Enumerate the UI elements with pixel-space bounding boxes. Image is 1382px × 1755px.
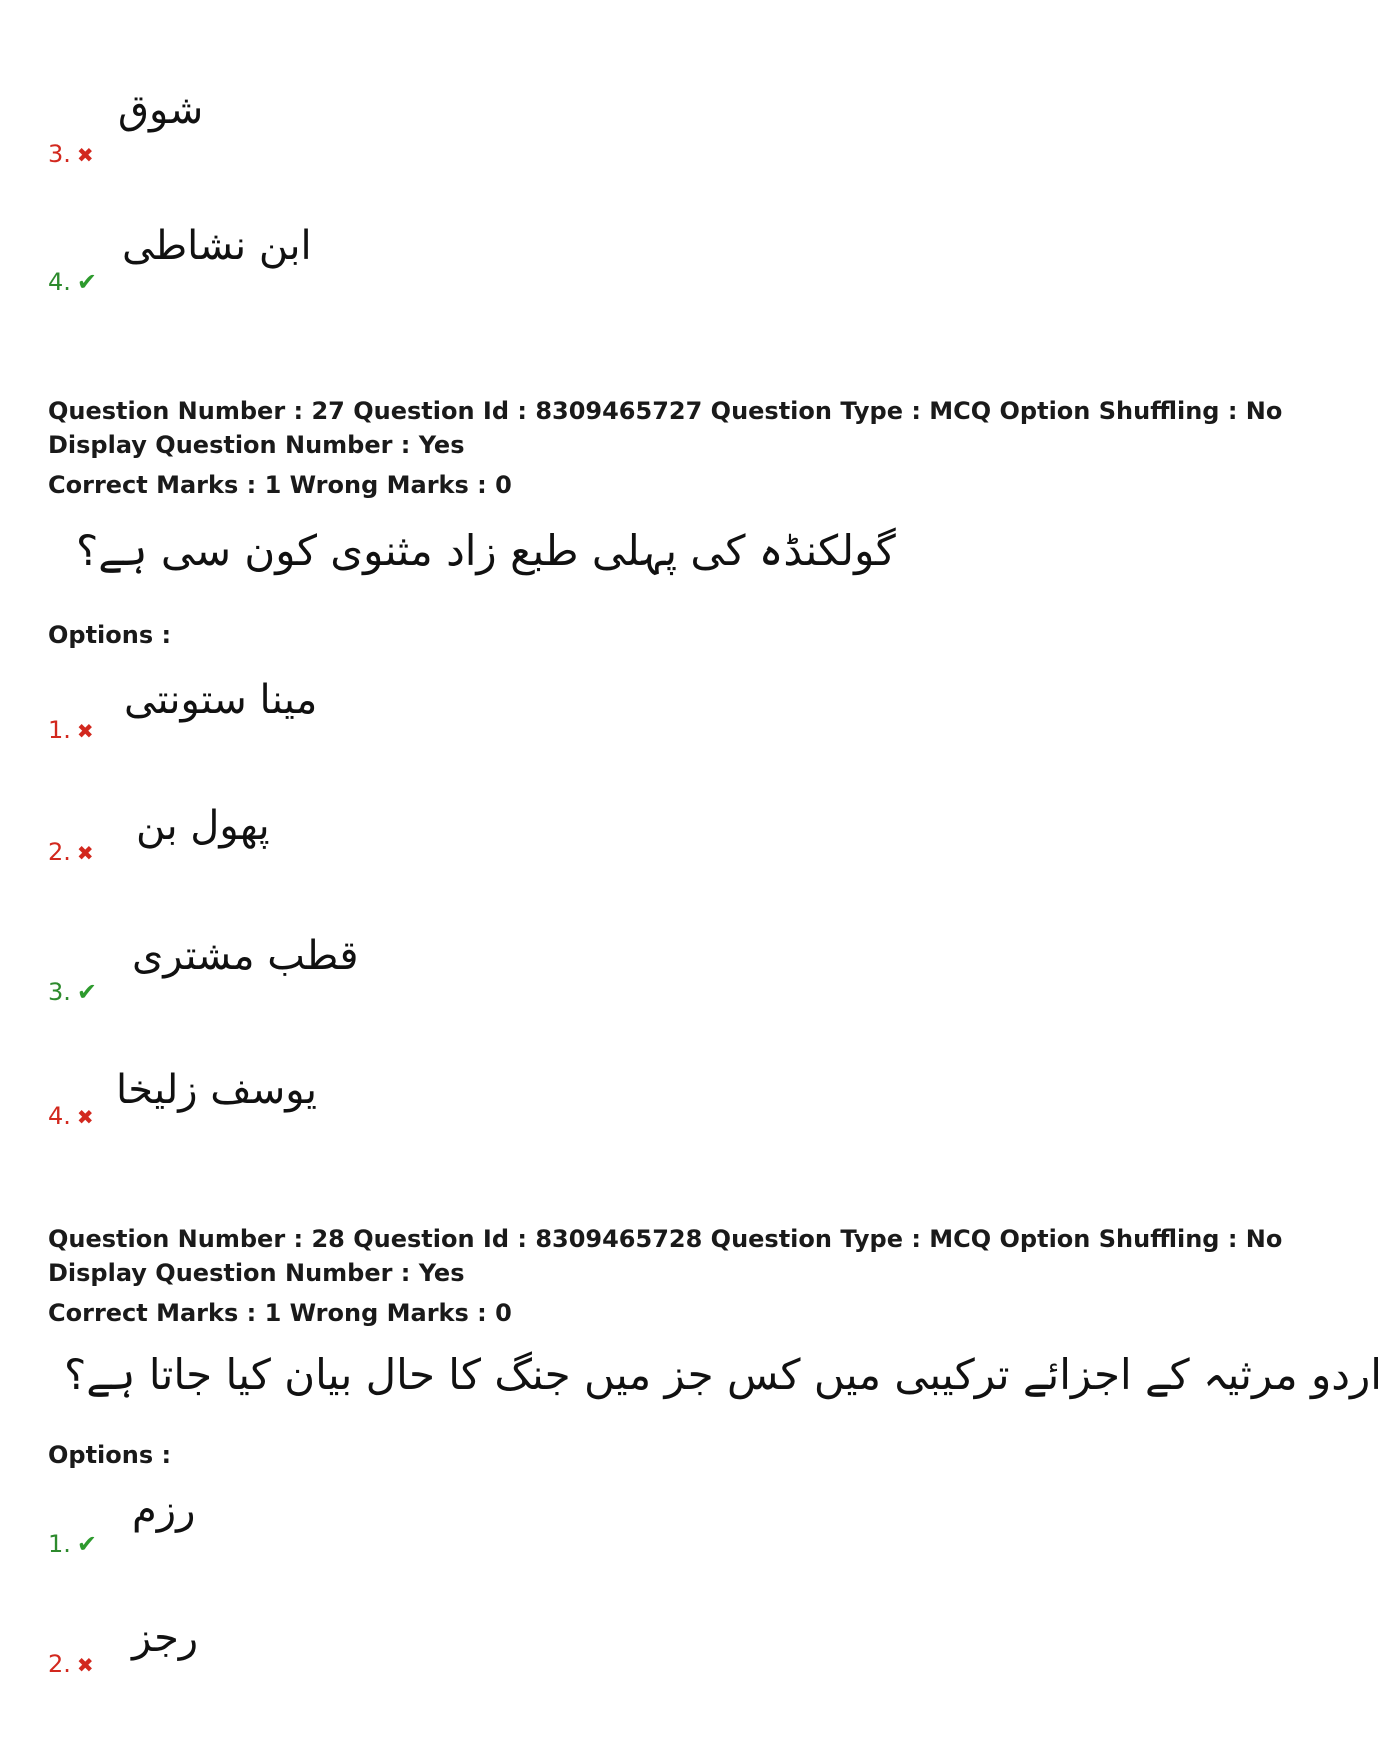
option-text: یوسف زلیخا bbox=[116, 1067, 318, 1113]
display-question-number: Display Question Number : Yes bbox=[48, 431, 465, 459]
option-number bbox=[48, 268, 97, 296]
option-number bbox=[48, 1530, 97, 1558]
option-number-label: 1. bbox=[48, 1530, 71, 1558]
option-number bbox=[48, 978, 97, 1006]
option-number bbox=[48, 838, 94, 866]
option-text: ابن نشاطی bbox=[122, 223, 312, 269]
option-number-label: 3. bbox=[48, 140, 71, 168]
question-text: اردو مرثیہ کے اجزائے ترکیبی میں کس جز میں جنگ کا حال بیان کیا جاتا ہے؟ bbox=[64, 1350, 1382, 1399]
check-icon: ✔ bbox=[76, 1530, 98, 1558]
question-header: Question Number : 28 Question Id : 8309465728 Question Type : MCQ Option Shuffling : No bbox=[48, 1225, 1283, 1253]
check-icon: ✔ bbox=[76, 268, 98, 296]
option-number bbox=[48, 1650, 94, 1678]
question-text: گولکنڈہ کی پہلی طبع زاد مثنوی کون سی ہے؟ bbox=[76, 526, 896, 575]
option-number bbox=[48, 140, 94, 168]
question-header: Question Number : 27 Question Id : 8309465727 Question Type : MCQ Option Shuffling : No bbox=[48, 397, 1283, 425]
display-question-number: Display Question Number : Yes bbox=[48, 1259, 465, 1287]
option-number bbox=[48, 1102, 94, 1130]
cross-icon: ✖ bbox=[76, 1105, 94, 1129]
option-text: شوق bbox=[118, 87, 204, 133]
option-text: قطب مشتری bbox=[132, 933, 359, 979]
cross-icon: ✖ bbox=[76, 719, 94, 743]
option-text: مینا ستونتی bbox=[124, 677, 318, 723]
option-number bbox=[48, 716, 94, 744]
option-text: رزم bbox=[132, 1487, 196, 1533]
option-number-label: 4. bbox=[48, 268, 71, 296]
option-number-label: 2. bbox=[48, 1650, 71, 1678]
marks-info: Correct Marks : 1 Wrong Marks : 0 bbox=[48, 1299, 512, 1327]
cross-icon: ✖ bbox=[76, 841, 94, 865]
cross-icon: ✖ bbox=[76, 143, 94, 167]
options-label: Options : bbox=[48, 1441, 172, 1469]
option-number-label: 2. bbox=[48, 838, 71, 866]
options-label: Options : bbox=[48, 621, 172, 649]
option-text: رجز bbox=[132, 1615, 199, 1661]
cross-icon: ✖ bbox=[76, 1653, 94, 1677]
marks-info: Correct Marks : 1 Wrong Marks : 0 bbox=[48, 471, 512, 499]
option-number-label: 3. bbox=[48, 978, 71, 1006]
option-number-label: 1. bbox=[48, 716, 71, 744]
option-number-label: 4. bbox=[48, 1102, 71, 1130]
check-icon: ✔ bbox=[76, 978, 98, 1006]
option-text: پھول بن bbox=[136, 803, 270, 849]
